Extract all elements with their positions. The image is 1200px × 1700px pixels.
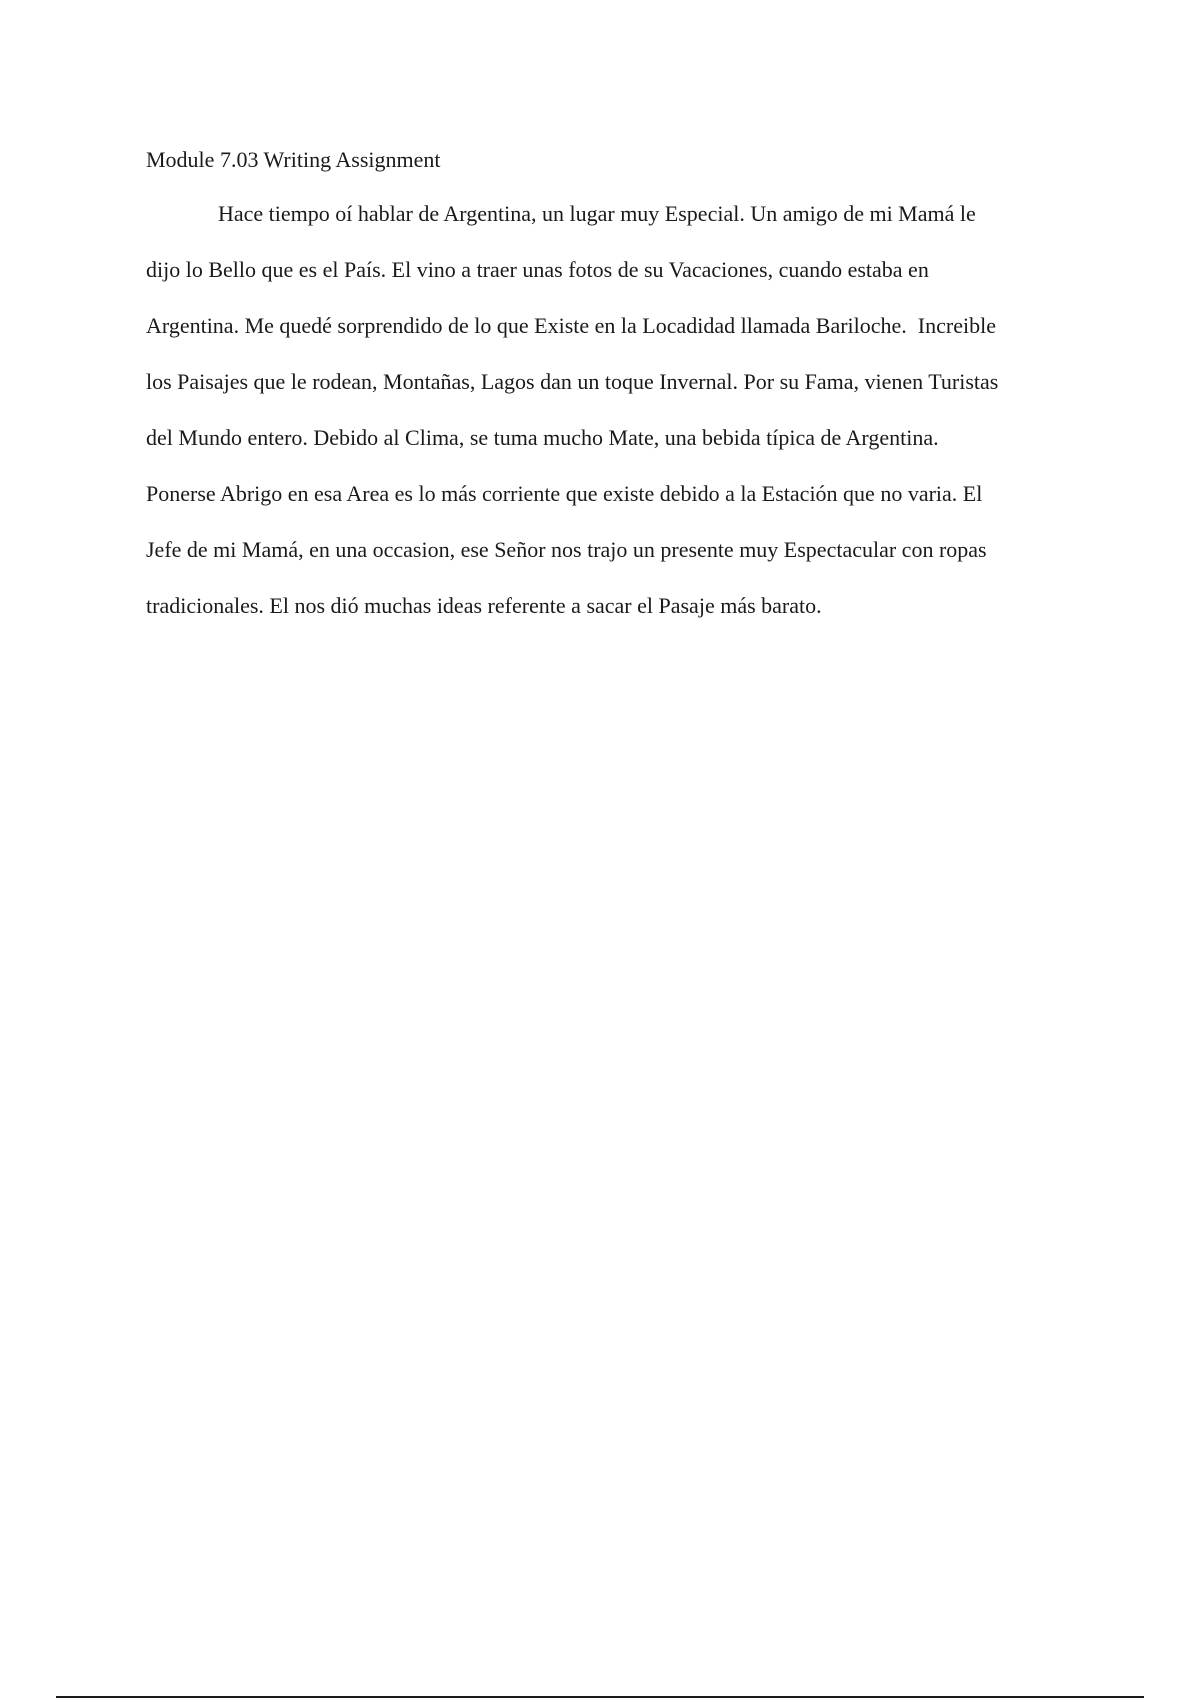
document-heading: Module 7.03 Writing Assignment bbox=[146, 147, 441, 172]
paragraph-line: los Paisajes que le rodean, Montañas, Lagos dan un toque Invernal. Por su Fama, vienen Turistas bbox=[146, 369, 999, 394]
paragraph-line: Hace tiempo oí hablar de Argentina, un lugar muy Especial. Un amigo de mi Mamá le bbox=[218, 201, 976, 226]
paragraph-line: tradicionales. El nos dió muchas ideas referente a sacar el Pasaje más barato. bbox=[146, 593, 822, 618]
page-bottom-divider bbox=[56, 1696, 1144, 1698]
document-paragraph bbox=[146, 198, 1086, 646]
paragraph-line: del Mundo entero. Debido al Clima, se tuma mucho Mate, una bebida típica de Argentina. bbox=[146, 425, 939, 450]
paragraph-line: dijo lo Bello que es el País. El vino a traer unas fotos de su Vacaciones, cuando estaba en bbox=[146, 257, 929, 282]
paragraph-line: Ponerse Abrigo en esa Area es lo más corriente que existe debido a la Estación que no varia. El bbox=[146, 481, 983, 506]
paragraph-line: Jefe de mi Mamá, en una occasion, ese Señor nos trajo un presente muy Espectacular con ropas bbox=[146, 537, 987, 562]
paragraph-line: Argentina. Me quedé sorprendido de lo que Existe en la Locadidad llamada Bariloche. Increible bbox=[146, 313, 996, 338]
